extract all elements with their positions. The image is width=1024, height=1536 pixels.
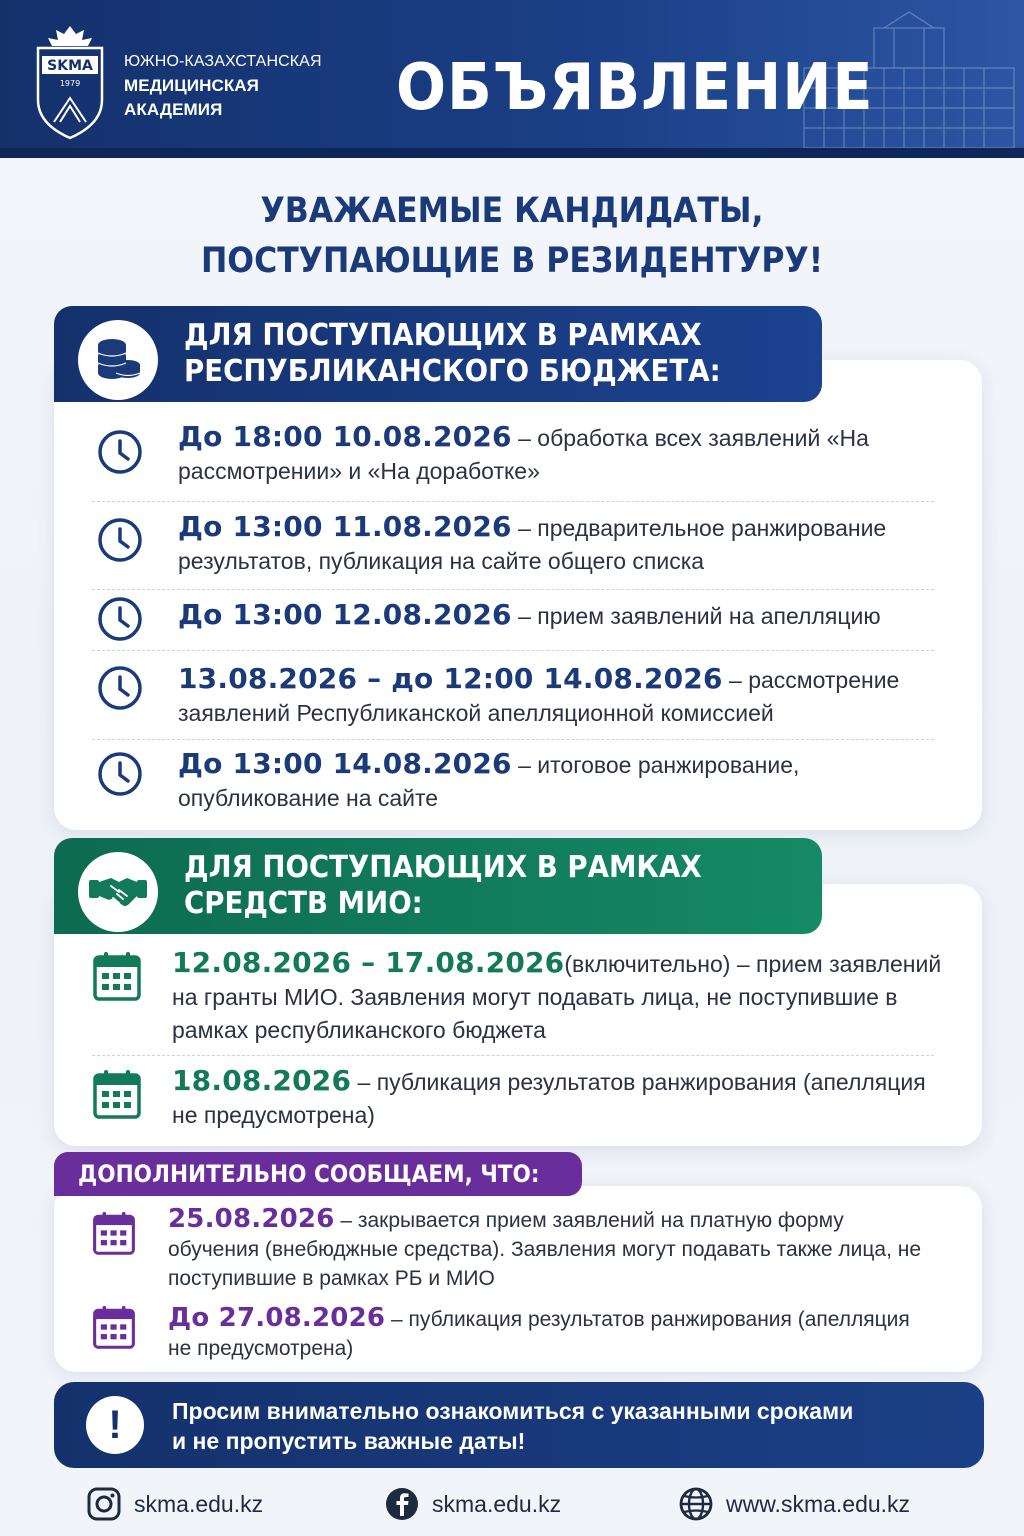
extra-item-2: [168, 1304, 938, 1363]
notice-banner: [54, 1382, 984, 1468]
budget-item-4-text: – рассмотрение заявлений Республиканской апелляционной комиссией: [178, 667, 900, 726]
extra-section-header: [54, 1152, 582, 1196]
budget-item-2: [178, 510, 948, 578]
notice-line1: Просим внимательно ознакомиться с указанными сроками: [172, 1398, 854, 1424]
website-link[interactable]: [678, 1486, 910, 1522]
svg-text:1979: 1979: [59, 79, 81, 88]
facebook-link[interactable]: [384, 1486, 561, 1522]
website-url: www.skma.edu.kz: [726, 1490, 911, 1517]
budget-title-line2: РЕСПУБЛИКАНСКОГО БЮДЖЕТА:: [184, 354, 721, 389]
budget-item-4: [178, 662, 948, 730]
budget-section-header: [54, 306, 822, 402]
mio-item-2-text: – публикация результатов ранжирования (апелляция не предусмотрена): [172, 1069, 926, 1128]
handshake-icon: [78, 852, 158, 932]
budget-title-line1: ДЛЯ ПОСТУПАЮЩИХ В РАМКАХ: [184, 318, 702, 353]
clock-icon: [96, 428, 144, 476]
facebook-handle: skma.edu.kz: [432, 1490, 562, 1517]
organization-name: [124, 50, 364, 122]
calendar-icon: [92, 950, 142, 1002]
mio-title-line2: СРЕДСТВ МИО:: [184, 886, 423, 921]
page-title: ОБЪЯВЛЕНИЕ: [396, 51, 874, 125]
mio-item-1: [172, 946, 942, 1047]
exclamation-icon: !: [86, 1396, 144, 1454]
budget-item-2-date: До 13:00 11.08.2026: [178, 510, 512, 543]
budget-item-1: [178, 420, 948, 488]
greeting-heading: [0, 186, 1024, 286]
clock-icon: [96, 750, 144, 798]
budget-item-1-text: – обработка всех заявлений «На рассмотрении» и «На доработке»: [178, 425, 869, 484]
org-name-line1: ЮЖНО-КАЗАХСТАНСКАЯ: [124, 53, 322, 70]
svg-text:SKMA: SKMA: [47, 58, 93, 74]
org-name-line3: АКАДЕМИЯ: [124, 100, 223, 119]
globe-icon: [678, 1486, 714, 1522]
budget-item-3: [178, 598, 948, 633]
row-divider: [92, 650, 934, 651]
mio-item-2-date: 18.08.2026: [172, 1064, 352, 1097]
mio-item-2: [172, 1064, 942, 1132]
calendar-icon: [92, 1210, 136, 1256]
row-divider: [92, 589, 934, 590]
org-name-line2: МЕДИЦИНСКАЯ: [124, 76, 259, 95]
instagram-handle: skma.edu.kz: [134, 1490, 264, 1517]
mio-item-1-text: (включительно) – прием заявлений на гранты МИО. Заявления могут подавать лица, не поступившие в рамках республиканского бюджета: [172, 951, 942, 1043]
budget-item-3-text: – прием заявлений на апелляцию: [511, 603, 881, 629]
extra-item-1: [168, 1205, 938, 1293]
notice-line2: и не пропустить важные даты!: [172, 1428, 526, 1454]
extra-item-2-text: – публикация результатов ранжирования (апелляция не предусмотрена): [168, 1308, 910, 1360]
coins-icon: [78, 320, 158, 400]
budget-item-3-date: До 13:00 12.08.2026: [178, 598, 512, 631]
extra-item-1-text: – закрывается прием заявлений на платную форму обучения (внебюджные средства). Заявления могут подавать также лица, не поступившие в рамках РБ и МИО: [168, 1209, 922, 1290]
extra-item-1-date: 25.08.2026: [168, 1204, 335, 1234]
extra-section-title: ДОПОЛНИТЕЛЬНО СООБЩАЕМ, ЧТО:: [78, 1160, 540, 1188]
budget-item-5-date: До 13:00 14.08.2026: [178, 747, 512, 780]
footer: [0, 1484, 1024, 1536]
header-banner: [0, 0, 1024, 158]
greeting-line1: УВАЖАЕМЫЕ КАНДИДАТЫ,: [260, 191, 764, 231]
budget-item-2-text: – предварительное ранжирование результатов, публикация на сайте общего списка: [178, 515, 887, 574]
budget-item-1-date: До 18:00 10.08.2026: [178, 420, 512, 453]
mio-title-line1: ДЛЯ ПОСТУПАЮЩИХ В РАМКАХ: [184, 850, 702, 885]
clock-icon: [96, 664, 144, 712]
row-divider: [92, 501, 934, 502]
calendar-icon: [92, 1068, 142, 1120]
row-divider: [92, 739, 934, 740]
row-divider: [92, 1055, 934, 1056]
greeting-line2: ПОСТУПАЮЩИЕ В РЕЗИДЕНТУРУ!: [200, 241, 824, 281]
clock-icon: [96, 595, 144, 643]
instagram-icon: [86, 1486, 122, 1522]
mio-section-header: [54, 838, 822, 934]
budget-item-5-text: – итоговое ранжирование, опубликование на сайте: [178, 752, 800, 811]
header-divider: [0, 148, 1024, 158]
clock-icon: [96, 516, 144, 564]
instagram-link[interactable]: [86, 1486, 263, 1522]
budget-section-title: [184, 318, 721, 390]
calendar-icon: [92, 1304, 136, 1350]
skma-logo: [32, 24, 108, 140]
budget-item-5: [178, 747, 948, 815]
notice-text: [172, 1396, 853, 1456]
mio-item-1-date: 12.08.2026 – 17.08.2026: [172, 946, 565, 979]
extra-item-2-date: До 27.08.2026: [168, 1303, 386, 1333]
mio-section-title: [184, 850, 702, 922]
facebook-icon: [384, 1486, 420, 1522]
budget-item-4-date: 13.08.2026 – до 12:00 14.08.2026: [178, 662, 723, 695]
